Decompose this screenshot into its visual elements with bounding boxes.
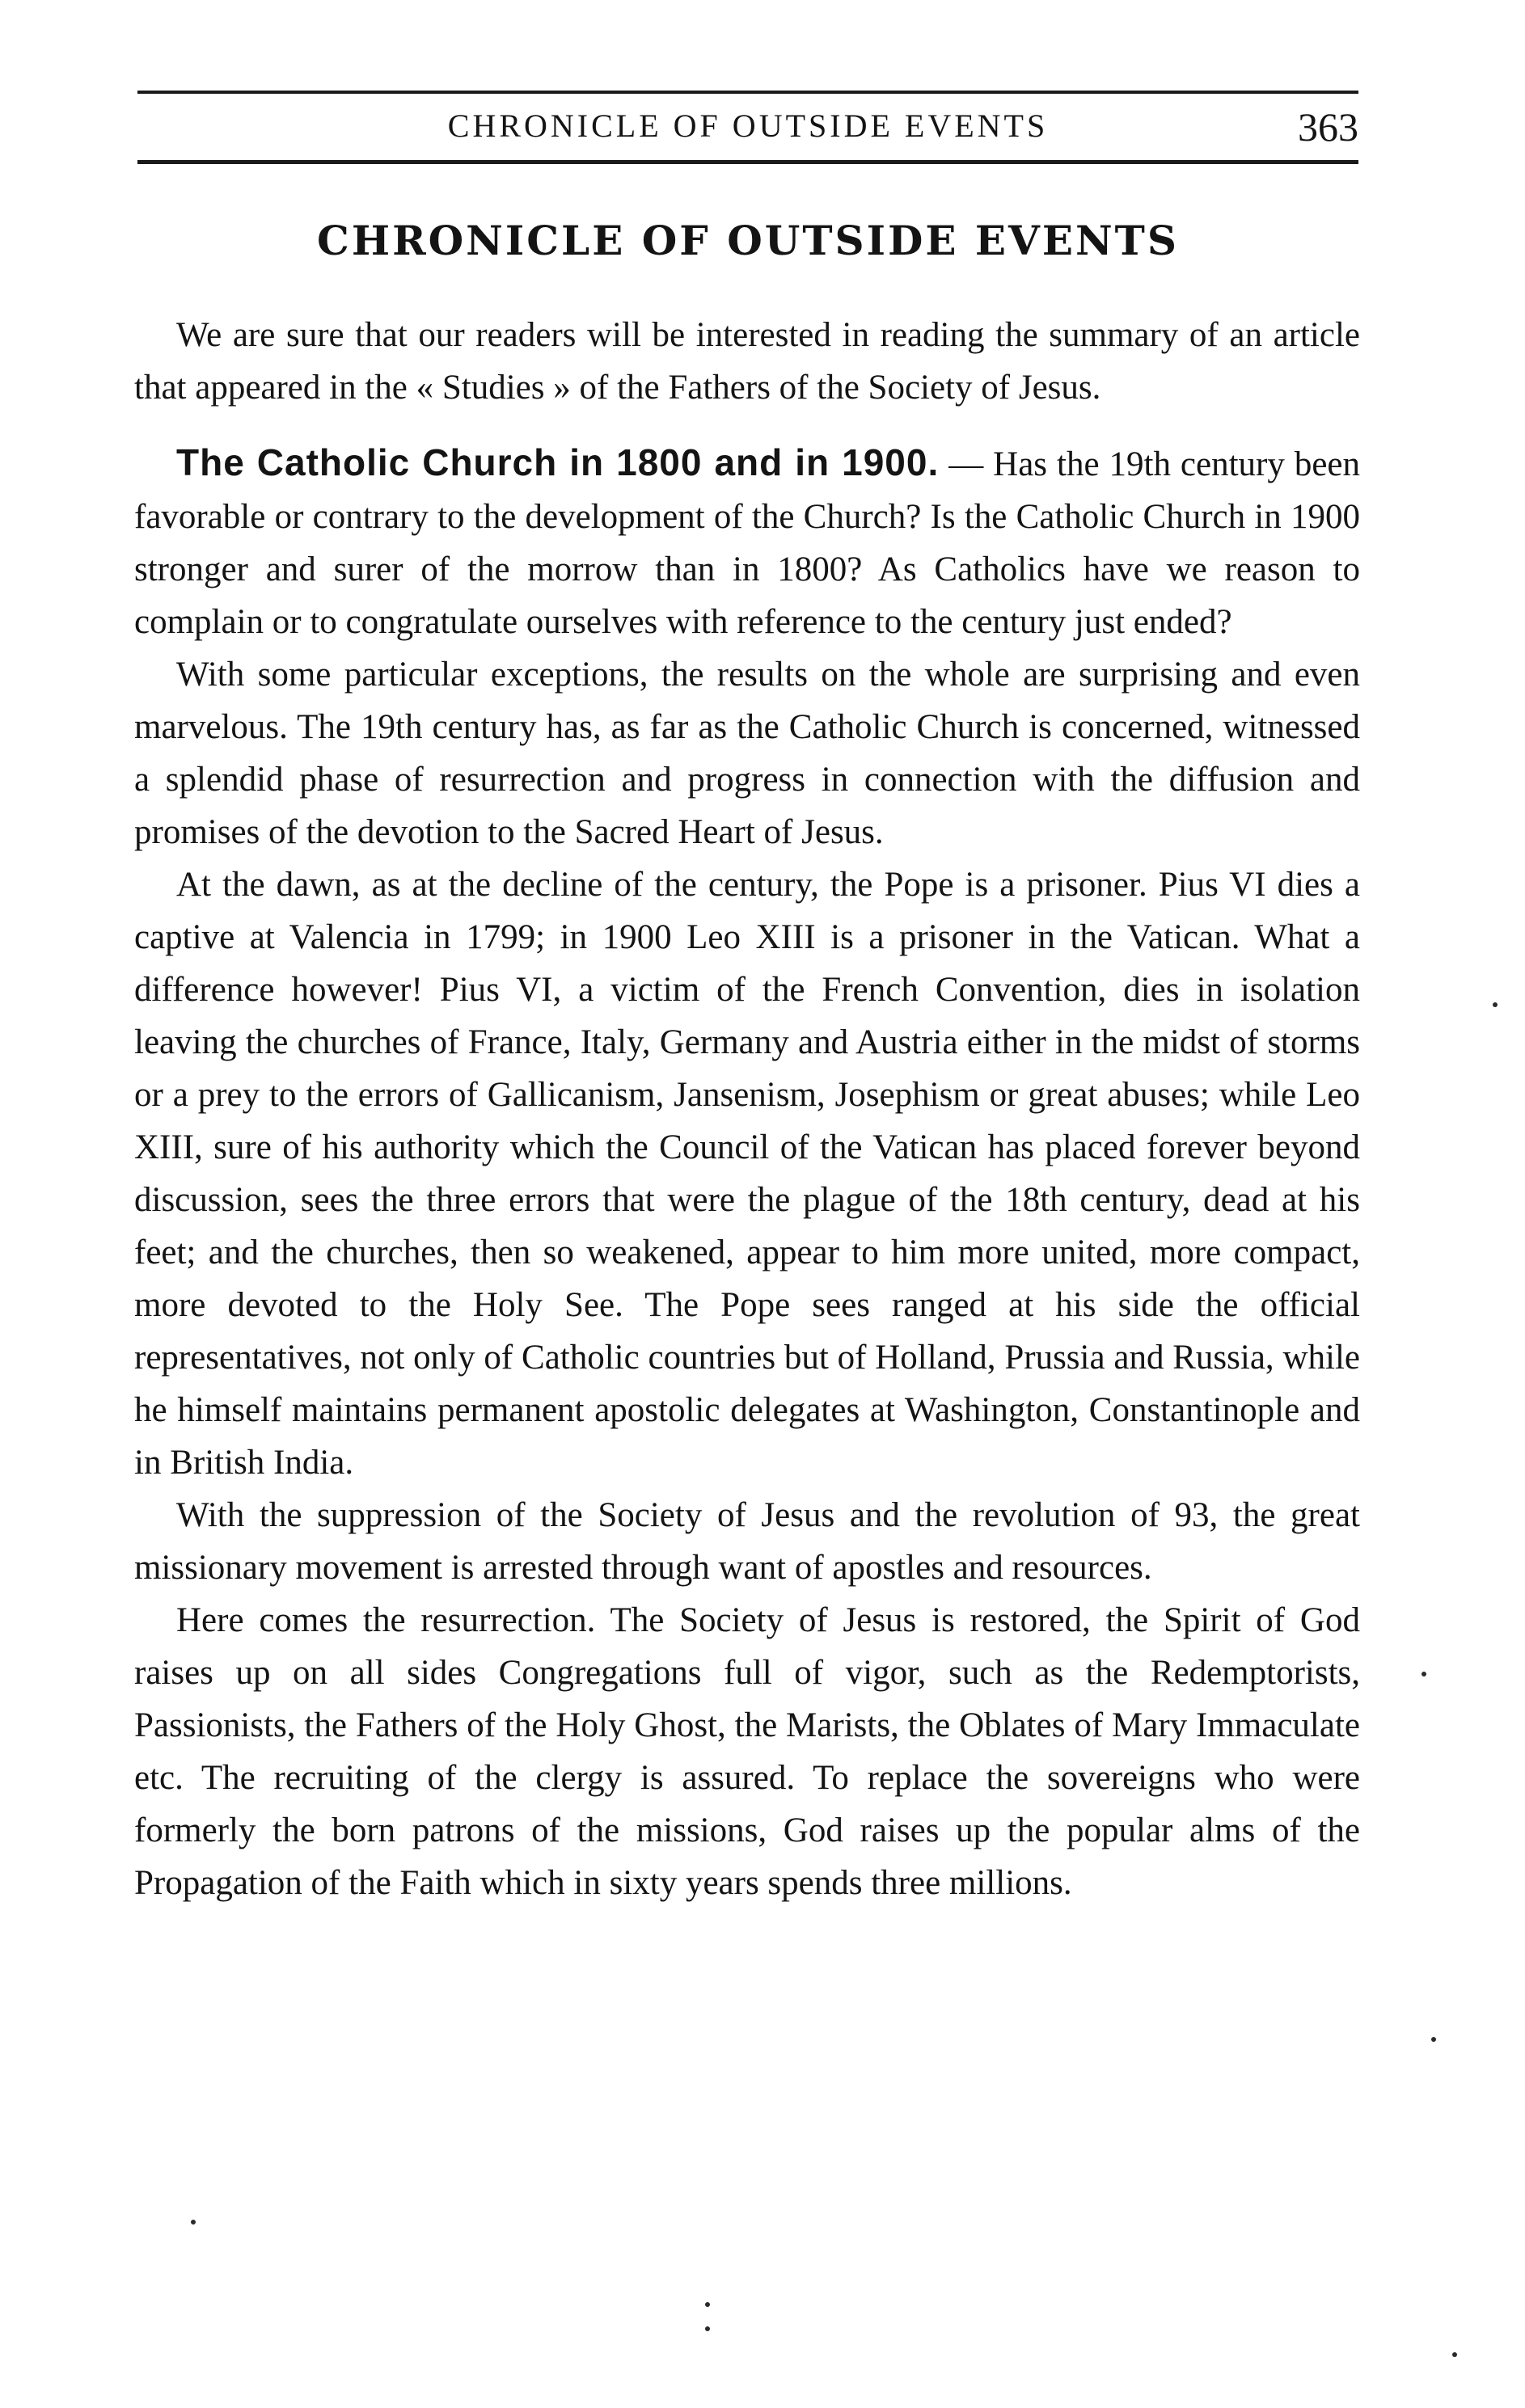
body-text	[134, 309, 1360, 1909]
scan-speck	[1493, 1002, 1498, 1007]
scan-speck	[1452, 2352, 1457, 2357]
section-title: The Catholic Church in 1800 and in 1900.	[176, 441, 940, 483]
running-head	[137, 91, 1358, 168]
scan-speck	[705, 2302, 710, 2307]
body-paragraph: With the suppression of the Society of Jesus and the revolution of 93, the great missionary movement is arrested through want of apostles and resources.	[134, 1496, 1360, 1587]
scan-speck	[1422, 1672, 1426, 1676]
body-paragraph: At the dawn, as at the decline of the century, the Pope is a prisoner. Pius VI dies a captive at Valencia in 1799; in 1900 Leo XIII is a prisoner in the Vatican. What a difference however! Pius VI, a victim of the French Convention, dies in isolation leaving the churches of France, Italy, Germany and Austria either in the midst of storms or a prey to the errors of Gallicanism, Jansenism, Josephism or great abuses; while Leo XIII, sure of his authority which the Council of the Vatican has placed forever beyond discussion, sees the three errors that were the plague of the 18th century, dead at his feet; and the churches, then so weakened, appear to him more united, more compact, more devoted to the Holy See. The Pope sees ranged at his side the official representatives, not only of Catholic countries but of Holland, Prussia and Russia, while he himself maintains permanent apostolic delegates at Washington, Constantinople and in British India.	[134, 866, 1360, 1482]
intro-paragraph: We are sure that our readers will be interested in reading the summary of an article that appeared in the « Studies » of the Fathers of the Society of Jesus.	[134, 316, 1360, 407]
body-paragraph: Here comes the resurrection. The Society of Jesus is restored, the Spirit of God raises up on all sides Congregations full of vigor, such as the Redemptorists, Passionists, the Fathers of the Holy Ghost, the Marists, the Oblates of Mary Immaculate etc. The recruiting of the clergy is assured. To replace the sovereigns who were formerly the born patrons of the missions, God raises up the popular alms of the Propagation of the Faith which in sixty years spends three millions.	[134, 1601, 1360, 1902]
header-rule-bottom	[137, 160, 1358, 164]
section-lead: — Has the 19th century been favorable or contrary to the development of the Church? Is the Catholic Church in 1900 stronger and surer of the morrow than in 1800? As Catholics have we reason to complain or to congratulate ourselves with reference to the century just ended?	[134, 445, 1360, 641]
header-rule-top	[137, 91, 1358, 94]
body-paragraph: With some particular exceptions, the results on the whole are surprising and even marvelous. The 19th century has, as far as the Catholic Church is concerned, witnessed a splendid phase of resurrection and progress in connection with the diffusion and promises of the devotion to the Sacred Heart of Jesus.	[134, 656, 1360, 851]
page-number: 363	[1298, 104, 1358, 150]
scan-speck	[1431, 2037, 1436, 2042]
chapter-heading: CHRONICLE OF OUTSIDE EVENTS	[317, 217, 1179, 264]
section-paragraph	[134, 436, 1360, 648]
scan-speck	[191, 2220, 196, 2225]
running-title: CHRONICLE OF OUTSIDE EVENTS	[447, 108, 1049, 144]
scan-speck	[705, 2326, 710, 2331]
